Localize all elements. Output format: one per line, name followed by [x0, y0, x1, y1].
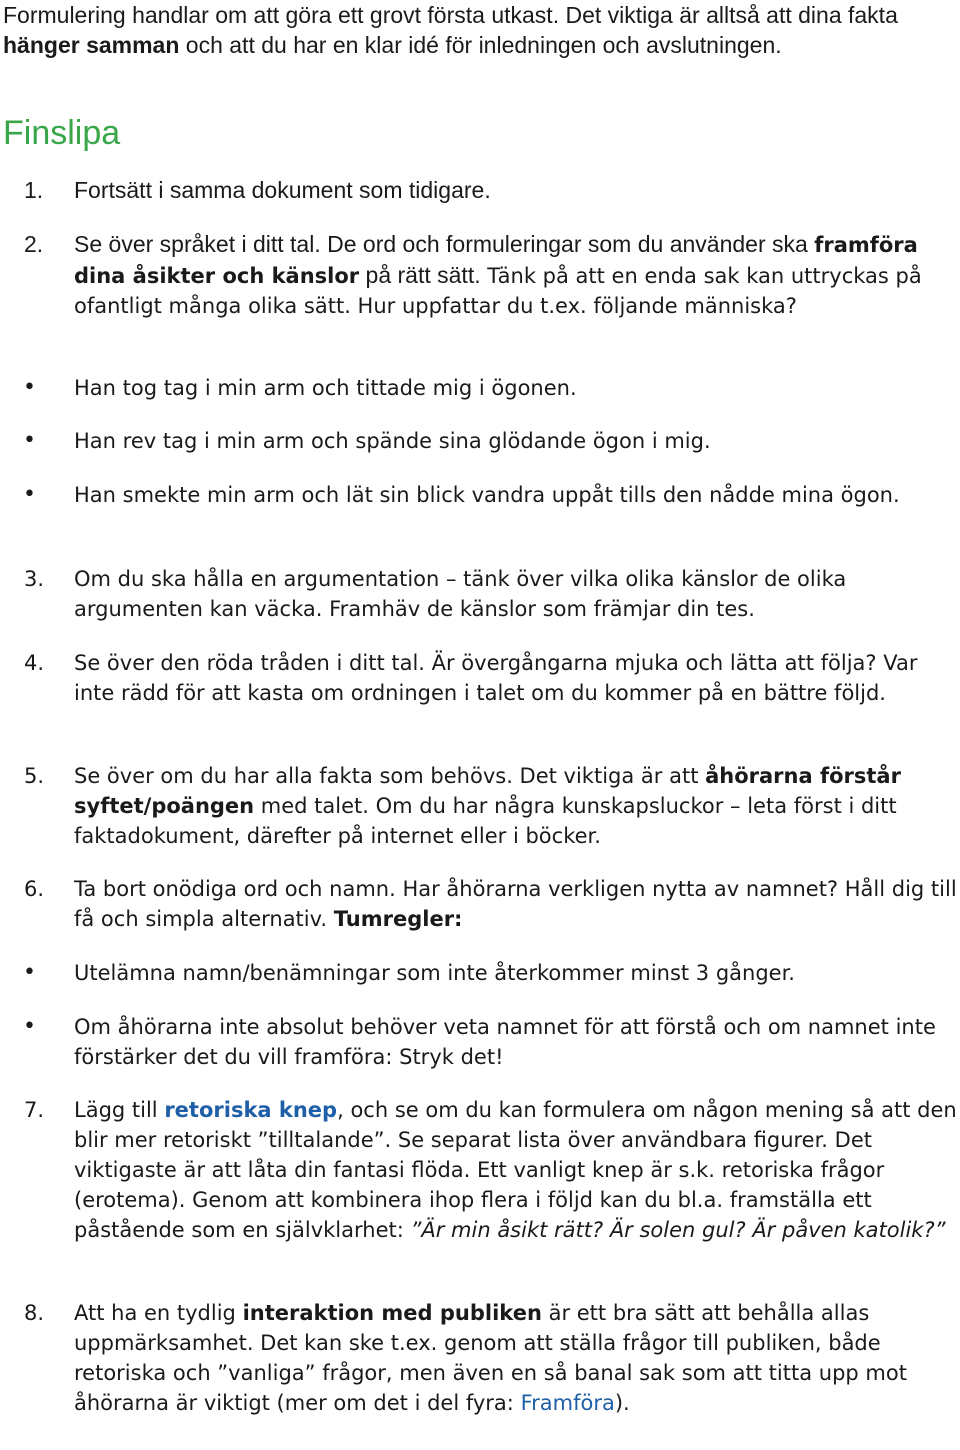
bullet-icon: • — [23, 375, 36, 400]
item-text — [74, 1095, 958, 1245]
item-text-part: på rätt sätt. — [359, 262, 481, 288]
retoriska-knep-link[interactable]: retoriska knep — [164, 1098, 338, 1122]
item-quote: ”Är min åsikt rätt? Är solen gul? Är påven katolik?” — [410, 1218, 946, 1242]
intro-text: Formulering handlar om att göra ett grovt första utkast. Det viktiga är alltså att dina fakta — [3, 2, 898, 28]
item-text-part: Se över språket i ditt tal. De ord och formuleringar som du använder ska — [74, 231, 815, 257]
item-number: 3. — [24, 567, 45, 591]
item-text-part: Tänk på att en enda sak kan uttryckas på ofantligt många olika sätt. Hur uppfattar du t.ex. följande människa? — [74, 264, 922, 318]
bullet-icon: • — [23, 428, 36, 453]
item-text: Fortsätt i samma dokument som tidigare. — [74, 177, 491, 203]
framfora-link[interactable]: Framföra — [520, 1391, 615, 1415]
item-text — [74, 761, 958, 851]
bullet-icon: • — [23, 960, 36, 985]
intro-paragraph — [3, 0, 953, 60]
item-number: 7. — [24, 1098, 45, 1122]
item-number: 8. — [24, 1301, 45, 1325]
bullet-icon: • — [23, 1014, 36, 1039]
item-text-part: Ta bort onödiga ord och namn. Har åhörarna verkligen nytta av namnet? Håll dig till få och simpla alternativ. — [74, 877, 957, 931]
item-text-part: Se över om du har alla fakta som behövs. Det viktiga är att — [74, 764, 706, 788]
bullet-text: Han tog tag i min arm och tittade mig i ögonen. — [74, 376, 577, 400]
bullet-text: Han smekte min arm och lät sin blick vandra uppåt tills den nådde mina ögon. — [74, 483, 900, 507]
item-number: 1. — [24, 177, 44, 203]
item-text-part: , och se om du kan formulera om någon mening så att den blir mer retoriskt ”tilltalande”. Se separat lista över användbara figurer. Det viktigaste är att låta din fantasi flöda. Ett vanligt knep är s.k. retoriska frågor (erotema). Genom att kombinera ihop flera i följd kan du bl.a. framställa ett påstående som en självklarhet: — [74, 1098, 957, 1242]
item-bold: framföra dina åsikter och känslor — [74, 233, 918, 288]
item-number: 6. — [24, 877, 45, 901]
item-number: 5. — [24, 764, 45, 788]
item-text-part: är ett bra sätt att behålla allas uppmärksamhet. Det kan ske t.ex. genom att ställa frågor till publiken, både retoriska och ”vanliga” frågor, men även en så banal sak som att titta upp mot åhörarna är viktigt (mer om det i del fyra: — [74, 1301, 907, 1415]
item-text — [74, 874, 958, 934]
item-text-part: Att ha en tydlig — [74, 1301, 243, 1325]
item-bold: åhörarna förstår syftet/poängen — [74, 764, 901, 818]
item-text — [74, 229, 958, 321]
bullet-text: Utelämna namn/benämningar som inte återkommer minst 3 gånger. — [74, 961, 795, 985]
item-text: Se över den röda tråden i ditt tal. Är övergångarna mjuka och lätta att följa? Var inte rädd för att kasta om ordningen i talet om du kommer på en bättre följd. — [74, 651, 918, 705]
bullet-text: Han rev tag i min arm och spände sina glödande ögon i mig. — [74, 429, 711, 453]
item-text-part: med talet. Om du har några kunskapsluckor – leta först i ditt faktadokument, därefter på internet eller i böcker. — [74, 794, 897, 848]
item-bold: interaktion med publiken — [242, 1301, 542, 1325]
item-number: 2. — [24, 231, 44, 257]
item-bold: Tumregler: — [333, 907, 463, 931]
intro-text-end: och att du har en klar idé för inledningen och avslutningen. — [179, 32, 782, 58]
bullet-icon: • — [23, 482, 36, 507]
section-heading: Finslipa — [3, 114, 121, 152]
item-text-part: ). — [614, 1391, 630, 1415]
intro-bold: hänger samman — [3, 32, 180, 58]
bullet-text: Om åhörarna inte absolut behöver veta namnet för att förstå och om namnet inte förstärker det du vill framföra: Stryk det! — [74, 1015, 936, 1069]
item-number: 4. — [24, 651, 45, 675]
item-text — [74, 1298, 958, 1418]
item-text: Om du ska hålla en argumentation – tänk över vilka olika känslor de olika argumenten kan väcka. Framhäv de känslor som främjar din tes. — [74, 567, 847, 621]
item-text-part: Lägg till — [74, 1098, 165, 1122]
